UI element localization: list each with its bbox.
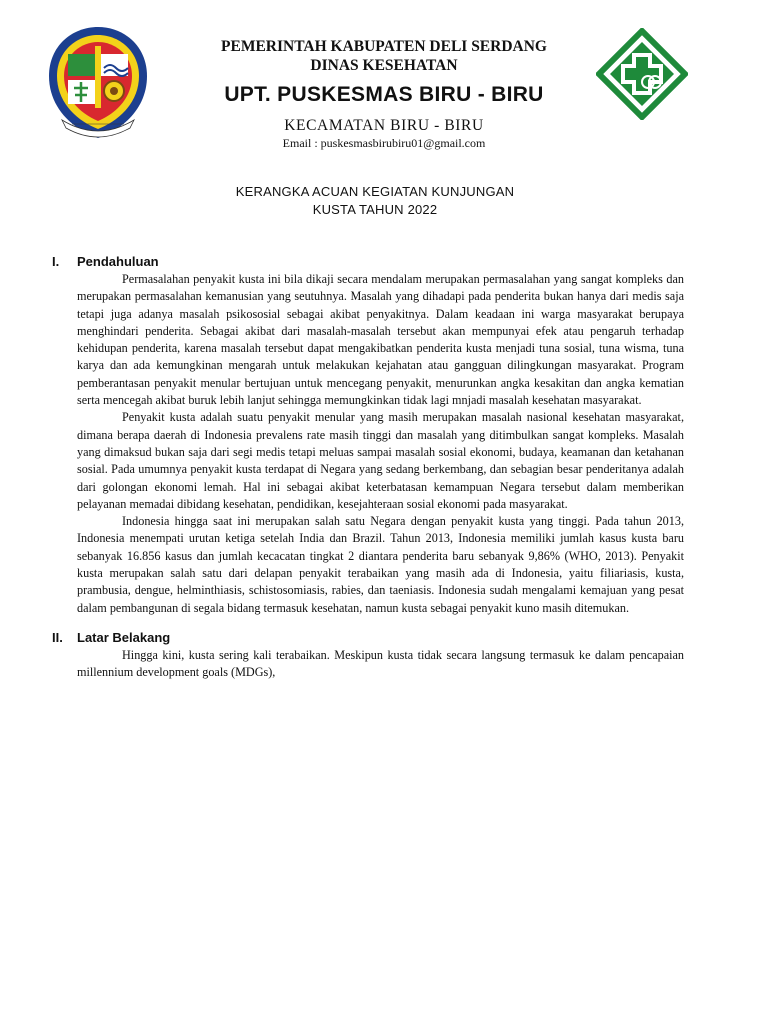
section-heading-pendahuluan — [52, 253, 684, 271]
email-line: Email : puskesmasbirubiru01@gmail.com — [282, 136, 486, 150]
district-name: KECAMATAN BIRU - BIRU — [284, 117, 484, 134]
unit-name: UPT. PUSKESMAS BIRU - BIRU — [224, 83, 544, 106]
government-name: PEMERINTAH KABUPATEN DELI SERDANG — [221, 38, 547, 55]
document-body — [52, 253, 684, 682]
section-title: Latar Belakang — [77, 629, 171, 645]
paragraph: Indonesia hingga saat ini merupakan salah satu Negara dengan penyakit kusta yang tinggi. Pada tahun 2013, Indonesia menempati urutan ketiga setelah India dan Brazil. Tahun 2013, Indonesia memiliki jumlah kasus kusta baru sebanyak 16.856 kasus dan jumlah kecacatan tingkat 2 diantara penderita baru sebanyak 9,86% (WHO, 2013). Penyakit kusta merupakan salah satu dari delapan penyakit terabaikan yang masih ada di Indonesia, yaitu filiariasis, kusta, prambusia, dengue, helminthiasis, schistosomiasis, rabies, dan taeniasis. Indonesia sudah mengalami kemajuan yang pesat dalam pembangunan di segala bidang termasuk kesehatan, namun kusta sebagai penyakit kuno masih ditemukan. — [77, 514, 684, 615]
document-title — [90, 183, 660, 219]
section-heading-latar-belakang — [52, 629, 684, 647]
paragraph: Hingga kini, kusta sering kali terabaikan. Meskipun kusta tidak secara langsung termasuk ke dalam pencapaian millennium development goals (MDGs), — [77, 647, 684, 680]
document-title-line2: KUSTA TAHUN 2022 — [312, 202, 438, 217]
document-title-line1: KERANGKA ACUAN KEGIATAN KUNJUNGAN — [235, 184, 515, 199]
section-number: II. — [52, 629, 63, 645]
puskesmas-logo-icon — [596, 28, 688, 120]
paragraph: Permasalahan penyakit kusta ini bila dikaji secara mendalam merupakan permasalahan yang sangat kompleks dan merupakan permasalahan kemanusian yang seutuhnya. Masalah yang dihadapi pada penderita bukan hanya dari medis saja tetapi juga adanya masalah psikososial sebagai akibat penyakitnya. Dalam keadaan ini warga masyarakat berupaya menghindari penderita. Sebagai akibat dari masalah-masalah tersebut akan mempunyai efek atau pengaruh terhadap kehidupan penderita, karena masalah tersebut dapat mengakibatkan penderita kusta menjadi tuna sosial, tuna wisma, tuna karya dan ada kemungkinan mengarah untuk melakukan kejahatan atau gangguan dilingkungan masyarakat. Program pemberantasan penyakit menular bertujuan untuk mencegang penyakit, menurunkan angka kesakitan dan angka kematian serta mencegah akibat buruk lebih lanjut sehingga memungkinkan tidak lagi mnjadi masalah kesehatan masyarakat. — [77, 272, 684, 408]
section-title: Pendahuluan — [77, 254, 159, 269]
agency-name: DINAS KESEHATAN — [310, 57, 458, 74]
deli-serdang-emblem-icon — [46, 24, 150, 142]
paragraph: Penyakit kusta adalah suatu penyakit menular yang masih merupakan masalah nasional kesehatan masyarakat, dimana berapa daerah di Indonesia prevalens rate masih tinggi dan masalah yang ditimbulkan sangat kompleks. Masalah yang dimaksud bukan saja dari segi medis tetapi meluas sampai masalah sosial ekonomi, budaya, keamanan dan ketahanan sosial. Pada umumnya penyakit kusta terdapat di Negara yang sedang berkembang, dan sebagian besar penderitanya adalah dari golongan ekonomi lemah. Hal ini sebagai akibat keterbatasan kemampuan Negara tersebut dalam memberikan pelayanan memadai dibidang kesehatan, pendidikan, kesejahteraan sosial ekonomi pada masyarakat. — [77, 410, 684, 511]
section-number: I. — [52, 254, 60, 269]
